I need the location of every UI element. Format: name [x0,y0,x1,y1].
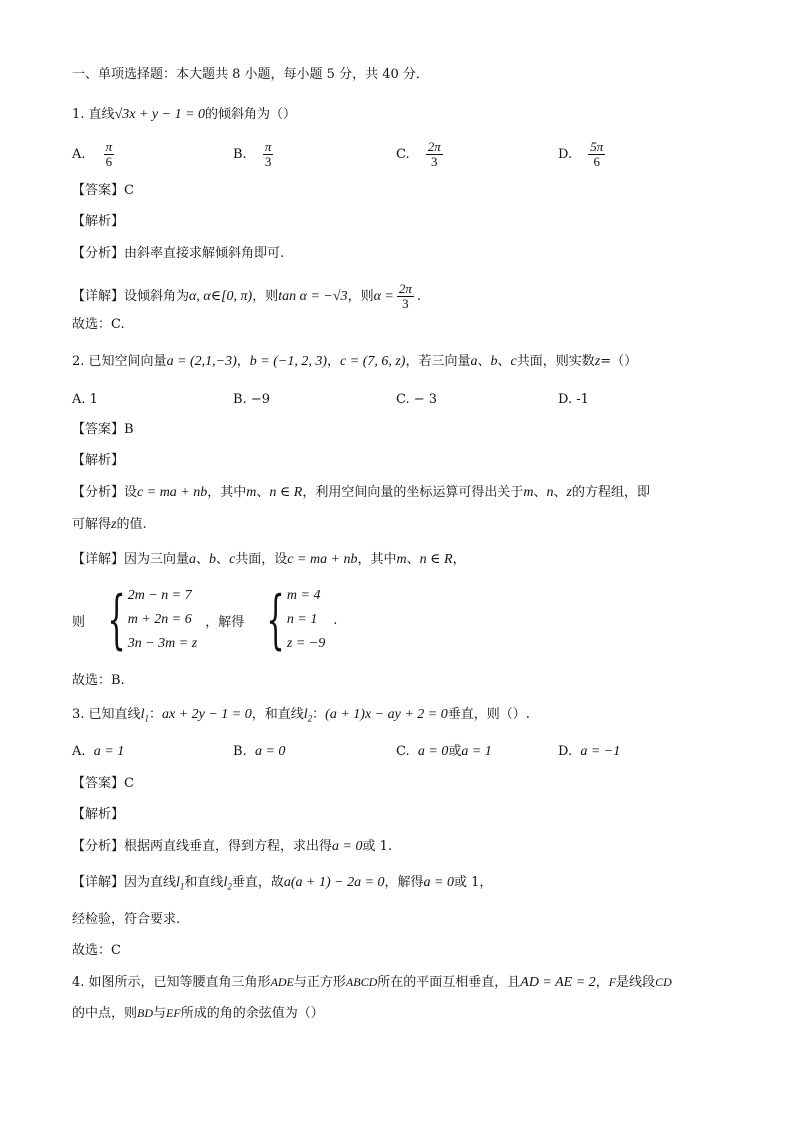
text: 垂直，故 [231,875,284,890]
frac-den: 6 [105,154,113,169]
subscript: 2 [227,881,232,892]
q1-number: 1. [72,107,85,122]
answer-label: 【答案】 [72,422,125,437]
q2-fenxi-cont [72,516,147,534]
q2-option-c: C. − 3 [396,392,438,407]
answer-label: 【答案】 [72,776,125,791]
text: ， [236,354,250,369]
text: 或 1， [453,875,493,890]
math: z [566,485,572,500]
q3-option-d [558,743,620,761]
text: 已知空间向量 [88,354,167,369]
text: ，解得 [205,614,245,630]
equation-row: m + 2n = 6 [127,612,192,627]
frac-den: 3 [431,154,438,169]
text: 与正方形 [293,975,346,990]
frac-den: 3 [402,296,409,311]
q3-option-b [233,743,285,761]
q3-stem [72,706,530,728]
math: tan α = −√3 [278,289,348,304]
q3-answer [72,775,134,793]
math: a = 1 [93,744,125,759]
fenxi-label: 【分析】 [72,246,125,261]
q1-option-c [396,140,446,169]
text: =（） [600,354,638,369]
math: n [546,485,554,500]
math: b [209,552,217,567]
q1-conclusion: 故选：C. [72,317,125,332]
text: 与 [153,1006,167,1021]
q3-conclusion: 故选：C [72,943,121,958]
q1-equation: √3x + y − 1 = 0 [114,107,206,122]
q2-option-a: A. 1 [72,392,98,407]
text: 和直线 [184,875,224,890]
subscript: 1 [179,881,185,892]
q3-fenxi [72,838,392,856]
frac-num: π [264,139,272,154]
q1-answer [72,182,134,200]
q1-option-a [72,140,117,169]
math: l [303,707,308,722]
text: 、 [477,354,491,369]
q3-option-a [72,743,124,761]
math: c [229,552,236,567]
math: c [510,354,517,369]
text: 垂直，则（）. [447,707,530,722]
fenxi-text: 由斜率直接求解倾斜角即可. [124,246,285,261]
math: a = 0 [254,744,286,759]
math: α = [373,289,394,304]
math: l [223,875,228,890]
q2-jiexi [72,452,124,470]
line-l2-equation: (a + 1)x − ay + 2 = 0 [325,707,448,722]
frac-den: 6 [593,154,600,169]
text: ，若三向量 [405,354,471,369]
math: n ∈ R [419,552,453,567]
text: ，其中 [357,552,397,567]
text: ，则 [347,289,374,304]
answer-value: C [124,776,134,791]
q4-stem [72,973,672,992]
option-label: C. [396,147,410,162]
q2-equation-systems [72,584,337,656]
fenxi-label: 【分析】 [72,485,125,500]
frac-num: 2π [427,139,441,154]
text: 则 [72,614,86,630]
text: 已知直线 [88,707,141,722]
answer-label: 【答案】 [72,183,125,198]
section-title: 一、单项选择题：本大题共 8 小题，每小题 5 分，共 40 分． [72,67,429,82]
text: 、 [533,485,547,500]
text: 、 [256,485,270,500]
text: 、 [553,485,567,500]
math: F [608,975,617,989]
option-label: A. [72,147,86,162]
text: 共面，设 [235,552,288,567]
frac-num: 5π [590,139,604,154]
vector-a-def: a = (2,1,−3) [166,354,237,369]
vector-b-def: b = (−1, 2, 3) [249,354,328,369]
jiexi-label: 【解析】 [72,453,125,468]
xiangjie-label: 【详解】 [72,289,125,304]
math: α, α∈[0, π) [189,289,253,304]
q1-option-b [233,140,276,169]
option-label: B. [233,147,247,162]
math: a(a + 1) − 2a = 0 [283,875,385,890]
text: 是线段 [616,975,656,990]
line-l1-equation: ax + 2y − 1 = 0 [161,707,252,722]
equation-row: n = 1 [286,612,318,627]
math: a = 0 [423,875,454,890]
q4-stem-cont [72,1004,324,1023]
text: ，利用空间向量的坐标运算可得出关于 [302,485,524,500]
math: z [111,517,117,532]
jiexi-label: 【解析】 [72,807,125,822]
q1-option-d [558,140,608,169]
answer-value: B [124,422,134,437]
text: ，和直线 [251,707,304,722]
q2-fenxi [72,484,650,502]
q1-text-prefix: 直线 [88,107,115,122]
text: ，则 [252,289,279,304]
jiexi-label: 【解析】 [72,214,125,229]
math: l [140,707,145,722]
math: c = ma + nb [137,485,208,500]
q3-check: 经检验，符合要求. [72,912,181,927]
system-2 [287,584,325,656]
option-label: C. [396,744,410,759]
left-brace-icon: { [107,583,126,657]
subscript: 1 [144,713,149,724]
q4-number: 4. [72,975,85,990]
frac-den: 3 [264,154,272,169]
q2-number: 2. [72,354,85,369]
equation-row: 3n − 3m = z [127,636,198,651]
text: ， [327,354,341,369]
xiangjie-label: 【详解】 [72,875,125,890]
text: 的方程组，即 [571,485,650,500]
text: 共面，则实数 [516,354,595,369]
text: 所成的角的余弦值为（） [180,1006,324,1021]
q1-jiexi [72,213,124,231]
q2-option-d: D. -1 [558,392,589,407]
math: ABCD [345,975,378,989]
xiangjie-label: 【详解】 [72,552,125,567]
math: m [246,485,257,500]
math: AD = AE = 2 [520,975,596,990]
equation-row: m = 4 [286,588,321,603]
math: m [396,552,407,567]
left-brace-icon: { [266,583,285,657]
q3-xiangjie [72,874,492,896]
option-label: B. [233,744,247,759]
q3-option-c [396,743,492,761]
answer-value: C [124,183,134,198]
q1-xiangjie [72,282,421,311]
frac-num: 2π [398,281,412,296]
text: 或 1. [362,839,393,854]
math: BD [137,1006,154,1020]
option-label: A. [72,744,86,759]
text: 、 [497,354,511,369]
q1-fenxi [72,245,284,263]
text: ， [595,975,609,990]
q2-option-b: B. −9 [233,392,270,407]
math: n ∈ R [269,485,303,500]
text: ： [148,707,162,722]
math: CD [655,975,672,989]
text: . [333,612,338,628]
math: c = ma + nb [287,552,358,567]
subscript: 2 [307,713,313,724]
q2-xiangjie [72,551,466,569]
q1-text-suffix: 的倾斜角为（） [205,107,297,122]
q2-stem [72,353,637,371]
text: 因为直线 [124,875,177,890]
q3-jiexi [72,806,124,824]
text: 、 [196,552,210,567]
text: 的值. [116,517,147,532]
text: ，解得 [384,875,424,890]
vector-c-def: c = (7, 6, z) [340,354,406,369]
text: ： [312,707,326,722]
math: a [189,552,197,567]
text: 因为三向量 [124,552,190,567]
equation-row: z = −9 [286,636,326,651]
text: 可解得 [72,517,112,532]
q2-conclusion: 故选：B. [72,673,125,688]
text: ，其中 [207,485,247,500]
math: a [470,354,478,369]
system-1 [128,584,197,656]
math: l [176,875,180,890]
math: m [523,485,534,500]
text: 、 [216,552,230,567]
text: 设倾斜角为 [124,289,190,304]
frac-num: π [105,139,113,154]
text: . [416,289,422,304]
option-label: D. [558,147,573,162]
math: a = 1 [461,744,492,759]
text: 所在的平面互相垂直，且 [377,975,521,990]
math: z [594,354,601,369]
text: 或 [448,744,462,759]
text: 如图所示，已知等腰直角三角形 [88,975,271,990]
math: a = 0 [332,839,363,854]
text: 设 [124,485,138,500]
option-label: D. [558,744,573,759]
text: 的中点，则 [72,1006,138,1021]
text: ， [452,552,466,567]
q1-stem [72,106,296,124]
q2-answer [72,421,134,439]
fenxi-label: 【分析】 [72,839,125,854]
math: a = 0 [417,744,449,759]
text: 根据两直线垂直，得到方程，求出得 [124,839,333,854]
math: b [490,354,498,369]
text: 、 [406,552,420,567]
equation-row: 2m − n = 7 [127,588,192,603]
math: ADE [270,975,294,989]
math: EF [166,1006,181,1020]
math: a = −1 [580,744,621,759]
q3-number: 3. [72,707,85,722]
